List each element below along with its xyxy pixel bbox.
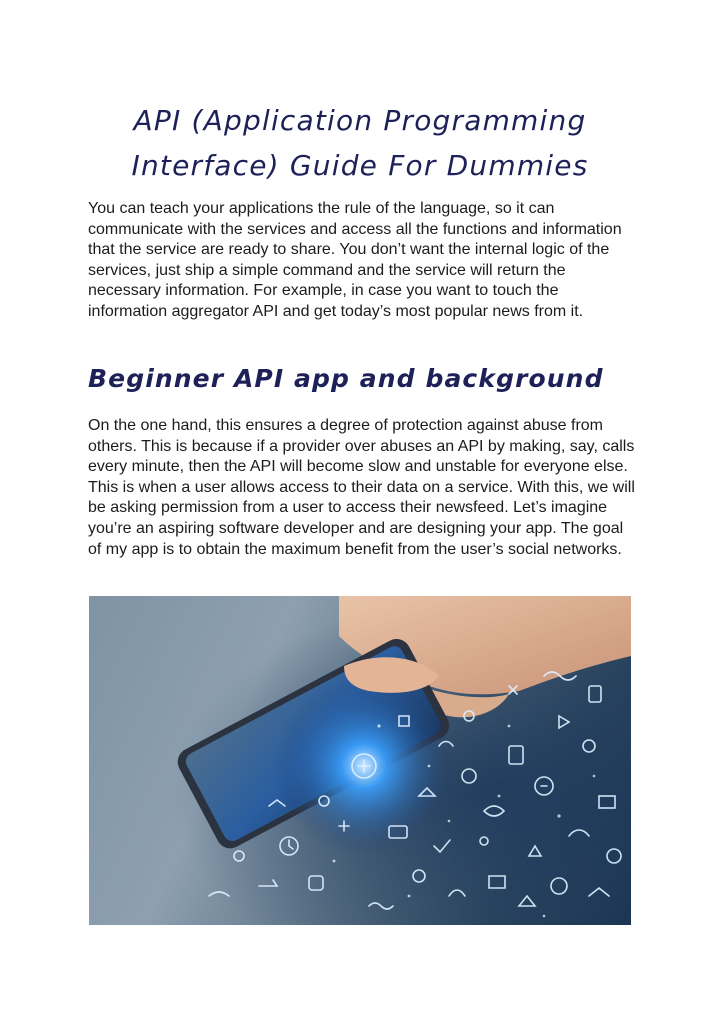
intro-paragraph: You can teach your applications the rule of the language, so it can communicate with the services and access all the functions and information that the service are ready to share. You don’t want the internal logic of the services, just ship a simple command and the service will return the necessary information. For example, in case you want to touch the information aggregator API and get today’s most popular news from it. bbox=[88, 200, 622, 320]
page-title bbox=[88, 98, 632, 188]
title-line-1: API (Application Programming bbox=[133, 104, 587, 137]
section-paragraph: On the one hand, this ensures a degree of protection against abuse from others. This is because if a provider over abuses an API by making, say, calls every minute, then the API will become slow and unstable for everyone else. This is when a user allows access to their data on a service. With this, we will be asking permission from a user to access their newsfeed. Let’s imagine you’re an aspiring software developer and are designing your app. The goal of my app is to obtain the maximum benefit from the user’s social networks. bbox=[88, 417, 635, 558]
title-line-2: Interface) Guide For Dummies bbox=[131, 149, 589, 182]
hand-smartphone-photo bbox=[89, 596, 631, 925]
section-heading: Beginner API app and background bbox=[88, 364, 604, 393]
hand-smartphone-illustration bbox=[89, 596, 631, 925]
